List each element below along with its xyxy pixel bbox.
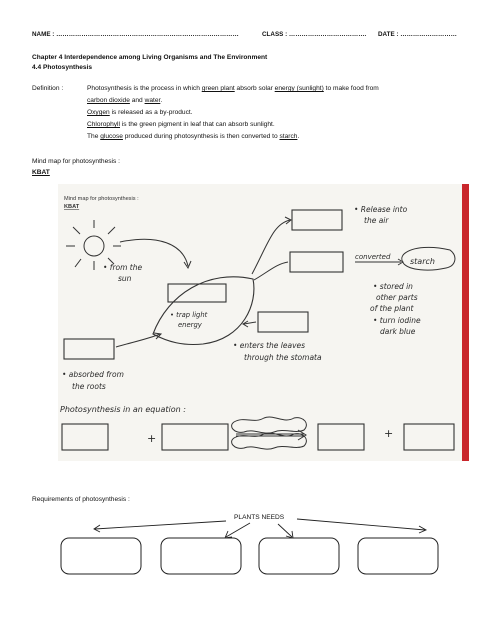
enters-2: through the stomata — [244, 353, 322, 362]
trap-light-1: • trap light — [170, 311, 208, 319]
class-field: CLASS : ………………………………. — [262, 31, 367, 38]
absorbed-1: • absorbed from — [62, 370, 124, 379]
from-sun-1: • from the — [103, 263, 143, 272]
stored-3: of the plant — [370, 304, 414, 313]
date-field: DATE : ……………………… — [378, 31, 457, 38]
definition-line-2: carbon dioxide and water. — [87, 97, 163, 104]
definition-label: Definition : — [32, 85, 64, 92]
equation-plus-1: + — [147, 432, 157, 445]
name-field: NAME : …………………………………………………………………………… — [32, 31, 239, 38]
definition-line-1: Photosynthesis is the process in which green plant absorb solar energy (sunlight) to make food from — [87, 85, 379, 92]
iodine-1: • turn iodine — [373, 316, 421, 325]
mindmap-heading: Mind map for photosynthesis : — [32, 158, 120, 165]
equation-label: Photosynthesis in an equation : — [60, 405, 186, 414]
stored-2: other parts — [376, 293, 418, 302]
equation-plus-2: + — [384, 427, 394, 440]
requirement-box-2 — [161, 538, 241, 574]
release-1: • Release into — [354, 205, 408, 214]
requirement-box-1 — [61, 538, 141, 574]
section-title: 4.4 Photosynthesis — [32, 64, 93, 71]
definition-line-4: Chlorophyll is the green pigment in leaf that can absorb sunlight. — [87, 121, 275, 128]
photo-heading: Mind map for photosynthesis : — [64, 196, 139, 202]
converted-label: converted — [355, 253, 391, 261]
definition-line-5: The glucose produced during photosynthesis is then converted to starch. — [87, 133, 300, 140]
absorbed-2: the roots — [72, 382, 106, 391]
plants-needs-label: PLANTS NEEDS — [234, 514, 285, 521]
photo-kbat: KBAT — [64, 204, 80, 210]
from-sun-2: sun — [118, 274, 132, 283]
requirements-heading: Requirements of photosynthesis : — [32, 496, 130, 503]
requirement-box-4 — [358, 538, 438, 574]
definition-line-3: Oxygen is released as a by-product. — [87, 109, 193, 116]
iodine-2: dark blue — [380, 327, 416, 336]
release-2: the air — [364, 216, 389, 225]
requirement-box-3 — [259, 538, 339, 574]
starch-label: starch — [410, 257, 435, 266]
kbat-label: KBAT — [32, 169, 50, 176]
enters-1: • enters the leaves — [233, 341, 306, 350]
chapter-title: Chapter 4 Interdependence among Living Organisms and The Environment — [32, 54, 268, 61]
stored-1: • stored in — [373, 282, 413, 291]
trap-light-2: energy — [178, 321, 202, 329]
